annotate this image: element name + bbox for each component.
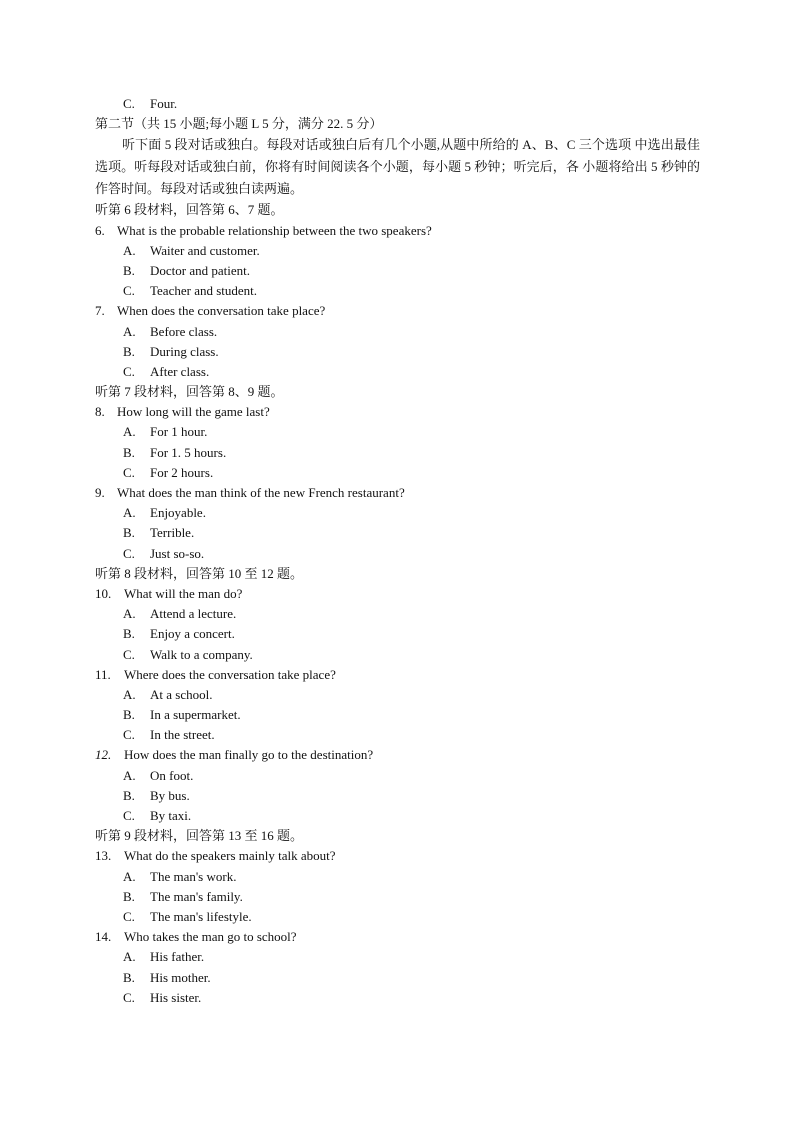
answer-option — [0, 786, 794, 806]
option-text: The man's work. — [150, 868, 237, 884]
option-text: At a school. — [150, 686, 213, 702]
option-text: For 1 hour. — [150, 424, 208, 440]
question-text: How does the man finally go to the destination? — [124, 747, 374, 763]
answer-option — [0, 907, 794, 927]
answer-option — [0, 968, 794, 988]
group-header: 听第 7 段材料，回答第 8、9 题。 — [95, 384, 284, 400]
option-letter: C. — [123, 464, 135, 480]
option-text: Attend a lecture. — [150, 606, 237, 622]
option-letter: B. — [123, 969, 135, 985]
question-text: When does the conversation take place? — [117, 303, 326, 319]
question-text: How long will the game last? — [117, 404, 270, 420]
option-text: Doctor and patient. — [150, 262, 250, 278]
question-text: What will the man do? — [124, 585, 243, 601]
option-letter: B. — [123, 525, 135, 541]
question-text: What do the speakers mainly talk about? — [124, 848, 336, 864]
question-text: Where does the conversation take place? — [124, 666, 336, 682]
question-number: 12. — [95, 747, 112, 763]
option-text: Waiter and customer. — [150, 242, 260, 258]
option-letter: A. — [123, 767, 136, 783]
option-letter: C. — [123, 808, 135, 823]
group-header: 听第 9 段材料，回答第 13 至 16 题。 — [95, 828, 304, 844]
option-letter: C. — [123, 646, 135, 662]
answer-option — [0, 241, 794, 261]
answer-option — [0, 887, 794, 907]
answer-option — [0, 463, 794, 483]
option-text: Teacher and student. — [150, 283, 258, 299]
answer-option — [0, 523, 794, 543]
answer-option — [0, 705, 794, 725]
instructions-text: 听下面 5 段对话或独白。每段对话或独白后有几个小题,从题中所给的 A、B、C 三个选项 中选出最佳选项。听每段对话或独白前，你将有时间阅读各个小题，每小题 5 秒钟；听完后，各 小题将给出 5 秒钟的作答时间。每段对话或独白读两遍。 — [95, 137, 700, 197]
question-number: 11. — [95, 666, 111, 682]
question-text: What is the probable relationship between the two speakers? — [117, 222, 432, 238]
option-text: Terrible. — [150, 525, 195, 541]
option-letter: B. — [123, 787, 135, 803]
option-text: Enjoy a concert. — [150, 626, 235, 642]
answer-option — [0, 685, 794, 705]
option-text: By taxi. — [150, 808, 192, 823]
option-text: His father. — [150, 949, 205, 965]
option-text: In a supermarket. — [150, 707, 241, 723]
question — [0, 745, 794, 765]
question — [0, 846, 794, 866]
option-letter: B. — [123, 707, 135, 723]
option-letter: B. — [123, 343, 135, 359]
answer-option — [0, 261, 794, 281]
question — [0, 301, 794, 321]
group-header: 听第 6 段材料，回答第 6、7 题。 — [95, 202, 284, 218]
question-text: What does the man think of the new French restaurant? — [117, 485, 405, 500]
option-text: For 2 hours. — [150, 464, 214, 480]
answer-option — [0, 867, 794, 887]
option-letter: A. — [123, 949, 136, 965]
option-letter: A. — [123, 242, 136, 258]
instructions-block — [0, 134, 794, 200]
question-number: 10. — [95, 585, 112, 601]
answer-option — [0, 947, 794, 967]
option-letter: B. — [123, 888, 135, 904]
option-text: Just so-so. — [150, 545, 205, 561]
answer-option — [0, 443, 794, 463]
option-letter: C. — [123, 727, 135, 743]
question — [0, 402, 794, 422]
option-letter: B. — [123, 444, 135, 460]
option-text: During class. — [150, 343, 219, 359]
option-text: The man's lifestyle. — [150, 908, 252, 924]
option-text: By bus. — [150, 787, 190, 803]
option-text: After class. — [150, 363, 210, 379]
question-number: 7. — [95, 303, 105, 319]
answer-option — [0, 322, 794, 342]
question-number: 6. — [95, 222, 105, 238]
answer-option — [0, 725, 794, 745]
option-letter: A. — [123, 868, 136, 884]
option-c-four — [0, 94, 794, 114]
question — [0, 483, 794, 503]
option-text: In the street. — [150, 727, 215, 743]
question-number: 8. — [95, 404, 105, 420]
option-letter: A. — [123, 323, 136, 339]
option-letter: C. — [123, 545, 135, 561]
answer-option — [0, 342, 794, 362]
answer-option — [0, 766, 794, 786]
option-text: On foot. — [150, 767, 194, 783]
answer-option — [0, 645, 794, 665]
question — [0, 584, 794, 604]
option-text: Walk to a company. — [150, 646, 253, 662]
option-text: The man's family. — [150, 888, 243, 904]
question-text: Who takes the man go to school? — [124, 929, 297, 945]
group-header: 听第 8 段材料，回答第 10 至 12 题。 — [95, 565, 304, 581]
answer-option — [0, 281, 794, 301]
answer-option — [0, 503, 794, 523]
option-text: Enjoyable. — [150, 505, 206, 521]
question — [0, 927, 794, 947]
option-text: His mother. — [150, 969, 211, 985]
option-text: For 1. 5 hours. — [150, 444, 227, 460]
option-text: Before class. — [150, 323, 218, 339]
option-letter: C. — [123, 363, 135, 379]
answer-option — [0, 988, 794, 1008]
option-letter: C. — [123, 96, 135, 111]
option-text: His sister. — [150, 989, 202, 1005]
question — [0, 665, 794, 685]
question-number: 14. — [95, 929, 112, 945]
answer-option — [0, 362, 794, 382]
option-letter: A. — [123, 606, 136, 622]
option-letter: C. — [123, 989, 135, 1005]
answer-option — [0, 422, 794, 442]
answer-option — [0, 604, 794, 624]
option-letter: C. — [123, 283, 135, 299]
option-letter: A. — [123, 686, 136, 702]
answer-option — [0, 544, 794, 564]
option-letter: A. — [123, 424, 136, 440]
question — [0, 221, 794, 241]
question-number: 13. — [95, 848, 112, 864]
question-groups — [0, 200, 794, 1008]
option-text: Four. — [150, 96, 178, 111]
option-letter: B. — [123, 626, 135, 642]
answer-option — [0, 806, 794, 826]
section-header: 第二节（共 15 小题;每小题 L 5 分，满分 22. 5 分） — [95, 116, 383, 132]
option-letter: C. — [123, 908, 135, 924]
option-letter: B. — [123, 262, 135, 278]
answer-option — [0, 624, 794, 644]
option-letter: A. — [123, 505, 136, 521]
question-number: 9. — [95, 485, 105, 500]
